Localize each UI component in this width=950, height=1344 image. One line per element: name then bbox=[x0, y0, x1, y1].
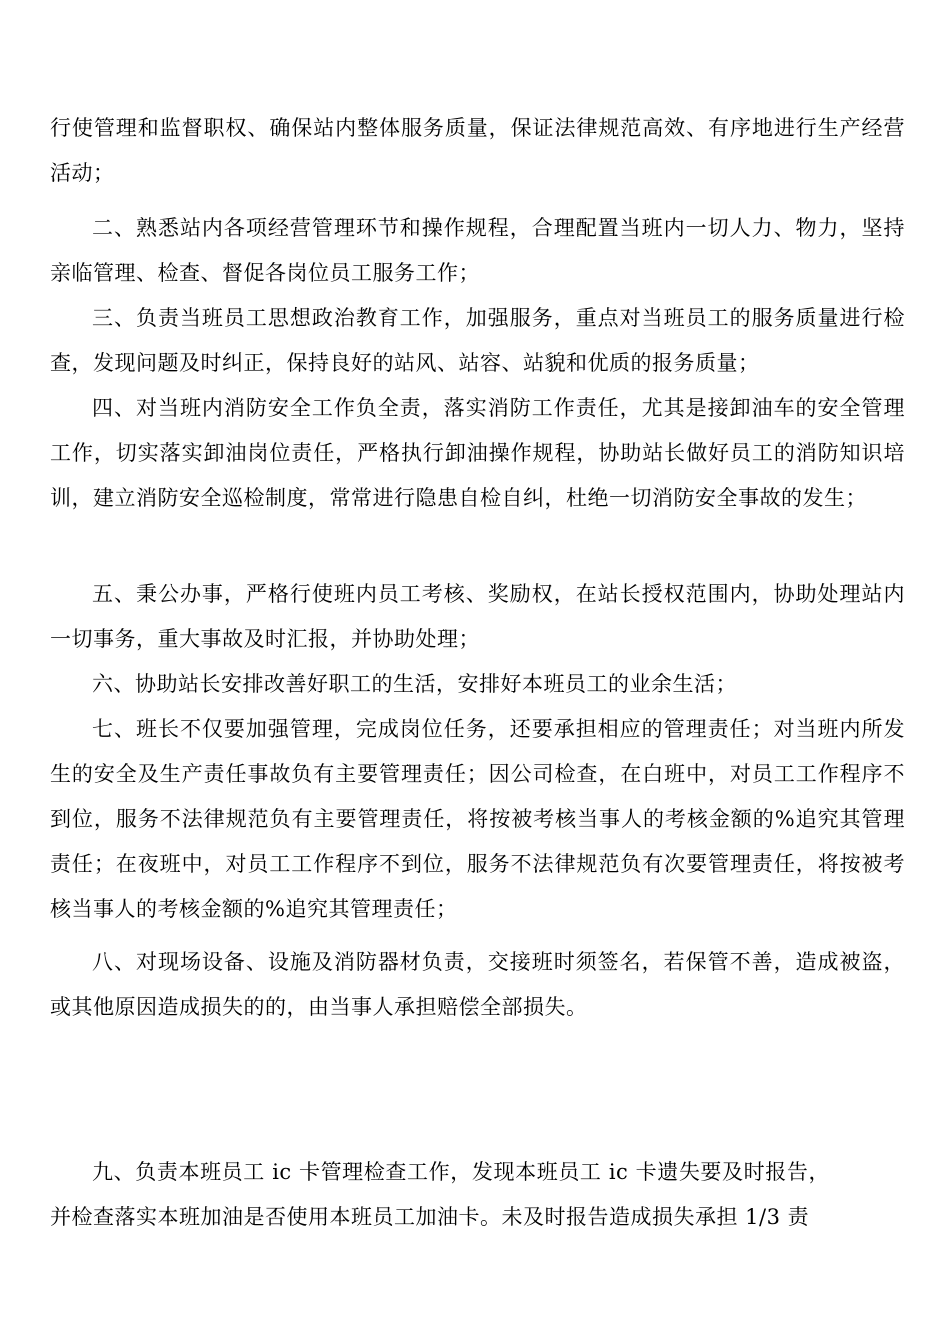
paragraph-item-6: 六、协助站长安排改善好职工的生活，安排好本班员工的业余生活； bbox=[92, 672, 737, 696]
paragraph-item-9: 九、负责本班员工 ic 卡管理检查工作，发现本班员工 ic 卡遗失要及时报告，并检查落实本班加油是否使用本班员工加油卡。未及时报告造成损失承担 1/3 责 bbox=[50, 1160, 830, 1229]
paragraph-item-8: 八、对现场设备、设施及消防器材负责，交接班时须签名，若保管不善，造成被盗，或其他原因造成损失的的，由当事人承担赔偿全部损失。 bbox=[50, 950, 905, 1019]
paragraph-item-3: 三、负责当班员工思想政治教育工作，加强服务，重点对当班员工的服务质量进行检查，发现问题及时纠正，保持良好的站风、站容、站貌和优质的报务质量； bbox=[50, 306, 905, 375]
paragraph-item-2: 二、熟悉站内各项经营管理环节和操作规程，合理配置当班内一切人力、物力，坚持亲临管理、检查、督促各岗位员工服务工作； bbox=[50, 216, 905, 285]
paragraph-item-4: 四、对当班内消防安全工作负全责，落实消防工作责任，尤其是接卸油车的安全管理工作，切实落实卸油岗位责任，严格执行卸油操作规程，协助站长做好员工的消防知识培训，建立消防安全巡检制度，常常进行隐患自检自纠，杜绝一切消防安全事故的发生； bbox=[50, 396, 905, 510]
paragraph-continuation: 行使管理和监督职权、确保站内整体服务质量，保证法律规范高效、有序地进行生产经营活动； bbox=[50, 116, 905, 185]
paragraph-item-5: 五、秉公办事，严格行使班内员工考核、奖励权，在站长授权范围内，协助处理站内一切事务，重大事故及时汇报，并协助处理； bbox=[50, 582, 905, 651]
paragraph-item-7: 七、班长不仅要加强管理，完成岗位任务，还要承担相应的管理责任；对当班内所发生的安全及生产责任事故负有主要管理责任；因公司检查，在白班中，对员工工作程序不到位，服务不法律规范负有主要管理责任，将按被考核当事人的考核金额的%追究其管理责任；在夜班中，对员工工作程序不到位，服务不法律规范负有次要管理责任，将按被考核当事人的考核金额的%追究其管理责任； bbox=[50, 717, 905, 921]
